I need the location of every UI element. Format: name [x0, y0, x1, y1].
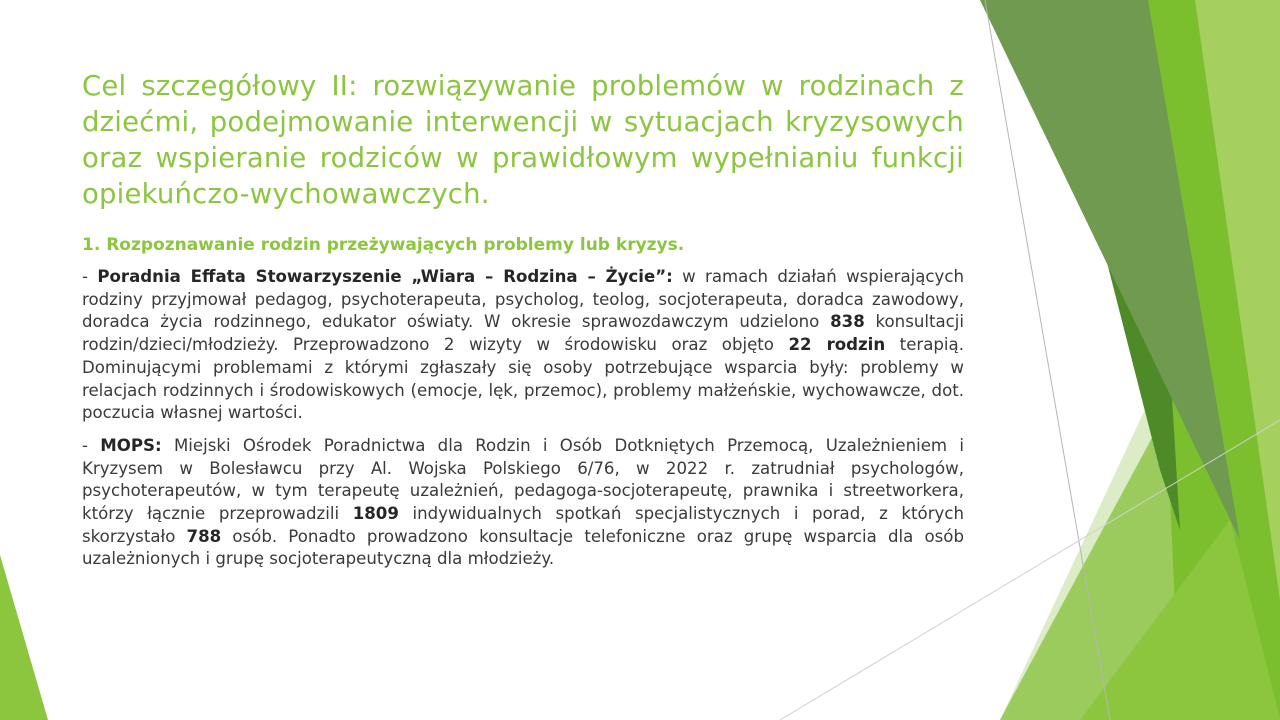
bullet-dash: - [82, 267, 98, 286]
paragraph-effata [82, 266, 964, 425]
text-segment: osób. Ponadto prowadzono konsultacje telefoniczne oraz grupę wsparcia dla osób uzależnionych i grupę socjoterapeutyczną dla młodzieży. [82, 526, 964, 569]
text-segment: indywidualnych spotkań specjalistycznych i porad, z których skorzystało [82, 504, 964, 546]
org-name-effata: Poradnia Effata Stowarzyszenie „Wiara – Rodzina – Życie”: [97, 267, 673, 286]
people-count: 788 [186, 526, 222, 546]
meetings-count: 1809 [352, 504, 399, 524]
text-segment: konsultacji rodzin/dzieci/młodzieży. Przeprowadzono 2 wizyty w środowisku oraz objęto [82, 312, 964, 355]
slide-title: Cel szczegółowy II: rozwiązywanie problemów w rodzinach z dziećmi, podejmowanie interwencji w sytuacjach kryzysowych oraz wspieranie rodziców w prawidłowym wypełnianiu funkcji opiekuńczo-wychowawczych. [82, 70, 964, 210]
text-segment: Miejski Ośrodek Poradnictwa dla Rodzin i Osób Dotkniętych Przemocą, Uzależnieniem i Kryzysem w Bolesławcu przy Al. Wojska Polskiego 6/76, w 2022 r. zatrudniał psychologów, psychoterapeutów, w tym terapeutę uzależnień, pedagoga-socjoterapeutę, prawnika i streetworkera, którzy łącznie przeprowadzili [82, 435, 964, 524]
section-heading: 1. Rozpoznawanie rodzin przeżywających problemy lub kryzys. [82, 235, 685, 255]
org-name-mops: MOPS: [100, 435, 162, 455]
left-green-sliver [0, 555, 48, 720]
text-segment: w ramach działań wspierających rodziny przyjmował pedagog, psychoterapeuta, psycholog, teolog, socjoterapeuta, doradca zawodowy, doradca życia rodzinnego, edukator oświaty. W okresie sprawozdawczym udzielono [82, 267, 964, 332]
text-segment: terapią. Dominującymi problemami z którymi zgłaszały się osoby potrzebujące wsparcia były: problemy w relacjach rodzinnych i środowiskowych (emocje, lęk, przemoc), problemy małżeńskie, wychowawcze, dot. poczucia własnej wartości. [82, 335, 964, 423]
paragraph-mops [82, 435, 964, 571]
slide-content [82, 68, 964, 581]
bullet-dash: - [82, 435, 101, 455]
families-count: 22 rodzin [788, 335, 886, 355]
consultations-count: 838 [830, 312, 865, 332]
